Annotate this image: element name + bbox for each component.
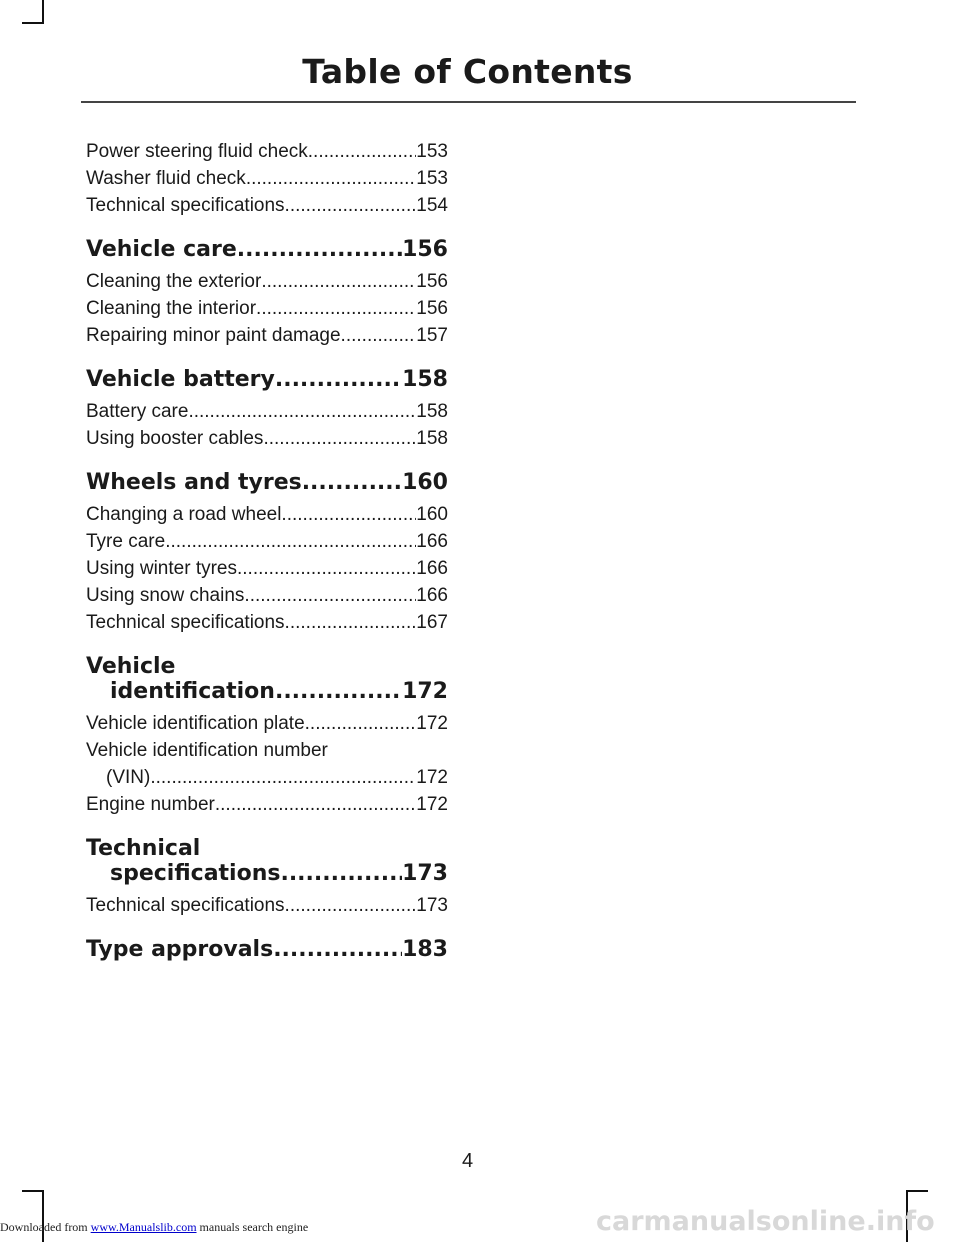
- toc-entry-snow-chains[interactable]: [86, 582, 448, 609]
- toc-entry-page: 156: [416, 271, 448, 292]
- toc-entry-page: 157: [416, 325, 448, 346]
- toc-entry-label: Tyre care: [86, 531, 166, 552]
- page-number: 4: [461, 1150, 474, 1172]
- leader-dots: [302, 470, 402, 495]
- toc-entry-page: 160: [416, 504, 448, 525]
- toc-entry-winter-tyres[interactable]: [86, 555, 448, 582]
- toc-entry-label-line2: (VIN): [106, 767, 151, 788]
- toc-section-label: Vehicle battery: [86, 367, 275, 392]
- toc-entry-label: Using snow chains: [86, 585, 245, 606]
- leader-dots: [308, 138, 417, 165]
- leader-dots: [285, 892, 417, 919]
- toc-entry-label: Battery care: [86, 401, 189, 422]
- toc-entry-page: 172: [416, 713, 448, 734]
- toc-entry-label-line1: Vehicle identification number: [86, 740, 328, 761]
- toc-section-page: 158: [402, 367, 448, 392]
- toc-entry-label: Using booster cables: [86, 428, 264, 449]
- footer-link[interactable]: www.Manualslib.com: [90, 1220, 197, 1234]
- toc-entry-technical-specs[interactable]: [86, 192, 448, 219]
- toc-section-page: 183: [402, 937, 448, 962]
- toc-entry-battery-care[interactable]: [86, 398, 448, 425]
- crop-mark-bottom-left-horizontal: [22, 1190, 44, 1192]
- toc-entry-page: 158: [416, 401, 448, 422]
- toc-entry-paint-damage[interactable]: [86, 322, 448, 349]
- toc-entry-page: 167: [416, 612, 448, 633]
- toc-entry-label: Repairing minor paint damage: [86, 325, 341, 346]
- leader-dots: [188, 398, 416, 425]
- toc-section-page: 160: [402, 470, 448, 495]
- toc-entry-label: Power steering fluid check: [86, 141, 308, 162]
- toc-entry-washer-fluid[interactable]: [86, 165, 448, 192]
- toc-entry-page: 166: [416, 558, 448, 579]
- footer-prefix: Downloaded from: [0, 1220, 91, 1234]
- toc-entry-page: 156: [416, 298, 448, 319]
- leader-dots: [237, 555, 416, 582]
- toc-entry-page: 154: [416, 195, 448, 216]
- toc-entry-power-steering[interactable]: [86, 138, 448, 165]
- toc-entry-id-plate[interactable]: [86, 710, 448, 737]
- toc-section-vehicle-care[interactable]: [86, 237, 448, 262]
- toc-entry-vin[interactable]: [86, 737, 448, 791]
- toc-group-e: [86, 710, 448, 818]
- toc-entry-page: 153: [416, 141, 448, 162]
- toc-entry-label: Changing a road wheel: [86, 504, 282, 525]
- leader-dots: [261, 268, 416, 295]
- crop-mark-top-left-vertical: [42, 0, 44, 24]
- toc-entry-page: 172: [416, 767, 448, 788]
- toc-entry-page: 158: [416, 428, 448, 449]
- leader-dots: [285, 192, 417, 219]
- toc-group-d: [86, 501, 448, 636]
- toc-section-wheels-tyres[interactable]: [86, 470, 448, 495]
- crop-mark-top-left-horizontal: [22, 22, 44, 24]
- toc-section-page: 156: [402, 237, 448, 262]
- toc-group-b: [86, 268, 448, 349]
- leader-dots: [305, 710, 417, 737]
- toc-entry-tyre-care[interactable]: [86, 528, 448, 555]
- leader-dots: [273, 937, 402, 962]
- toc-entry-booster-cables[interactable]: [86, 425, 448, 452]
- toc-entry-page: 173: [416, 895, 448, 916]
- leader-dots: [263, 425, 416, 452]
- toc-entry-page: 172: [416, 794, 448, 815]
- leader-dots: [256, 295, 416, 322]
- toc-section-vehicle-battery[interactable]: [86, 367, 448, 392]
- leader-dots: [165, 528, 416, 555]
- toc-entry-label: Vehicle identification plate: [86, 713, 305, 734]
- toc-entry-label: Washer fluid check: [86, 168, 246, 189]
- leader-dots: [244, 582, 416, 609]
- toc-section-label: Type approvals: [86, 937, 274, 962]
- toc-section-label-line1: Vehicle: [86, 654, 176, 679]
- toc-entry-label: Technical specifications: [86, 195, 285, 216]
- toc-entry-changing-wheel[interactable]: [86, 501, 448, 528]
- toc-entry-label: Technical specifications: [86, 612, 285, 633]
- leader-dots: [281, 501, 416, 528]
- toc-entry-label: Using winter tyres: [86, 558, 237, 579]
- toc-entry-label: Cleaning the exterior: [86, 271, 262, 292]
- leader-dots: [280, 861, 402, 886]
- toc-group-a: [86, 138, 448, 219]
- toc-entry-page: 166: [416, 585, 448, 606]
- toc-list: [86, 138, 448, 968]
- toc-entry-engine-number[interactable]: [86, 791, 448, 818]
- watermark: carmanualsonline.info: [596, 1206, 935, 1237]
- download-footer: [0, 1220, 308, 1235]
- toc-entry-cleaning-interior[interactable]: [86, 295, 448, 322]
- leader-dots: [246, 165, 416, 192]
- page-title: Table of Contents: [302, 52, 633, 91]
- toc-section-label: Wheels and tyres: [86, 470, 302, 495]
- toc-entry-page: 166: [416, 531, 448, 552]
- toc-section-label: Vehicle care: [86, 237, 237, 262]
- crop-mark-bottom-right-horizontal: [906, 1190, 928, 1192]
- toc-group-g: [86, 892, 448, 919]
- toc-group-c: [86, 398, 448, 452]
- leader-dots: [341, 322, 417, 349]
- leader-dots: [275, 679, 402, 704]
- leader-dots: [285, 609, 417, 636]
- leader-dots: [150, 764, 416, 791]
- toc-entry-technical-specs[interactable]: [86, 892, 448, 919]
- footer-suffix: manuals search engine: [196, 1220, 309, 1234]
- toc-section-page: 172: [402, 679, 448, 704]
- toc-section-technical-specifications[interactable]: [86, 836, 448, 886]
- leader-dots: [215, 791, 416, 818]
- toc-section-label-line2: specifications: [110, 861, 281, 886]
- toc-section-vehicle-identification[interactable]: [86, 654, 448, 704]
- toc-section-type-approvals[interactable]: [86, 937, 448, 962]
- leader-dots: [237, 237, 402, 262]
- toc-entry-cleaning-exterior[interactable]: [86, 268, 448, 295]
- leader-dots: [275, 367, 402, 392]
- toc-section-page: 173: [402, 861, 448, 886]
- title-divider: [81, 101, 856, 103]
- toc-entry-technical-specs[interactable]: [86, 609, 448, 636]
- toc-entry-label: Technical specifications: [86, 895, 285, 916]
- toc-section-label-line1: Technical: [86, 836, 201, 861]
- toc-section-label-line2: identification: [110, 679, 275, 704]
- toc-entry-label: Engine number: [86, 794, 215, 815]
- toc-entry-label: Cleaning the interior: [86, 298, 257, 319]
- toc-entry-page: 153: [416, 168, 448, 189]
